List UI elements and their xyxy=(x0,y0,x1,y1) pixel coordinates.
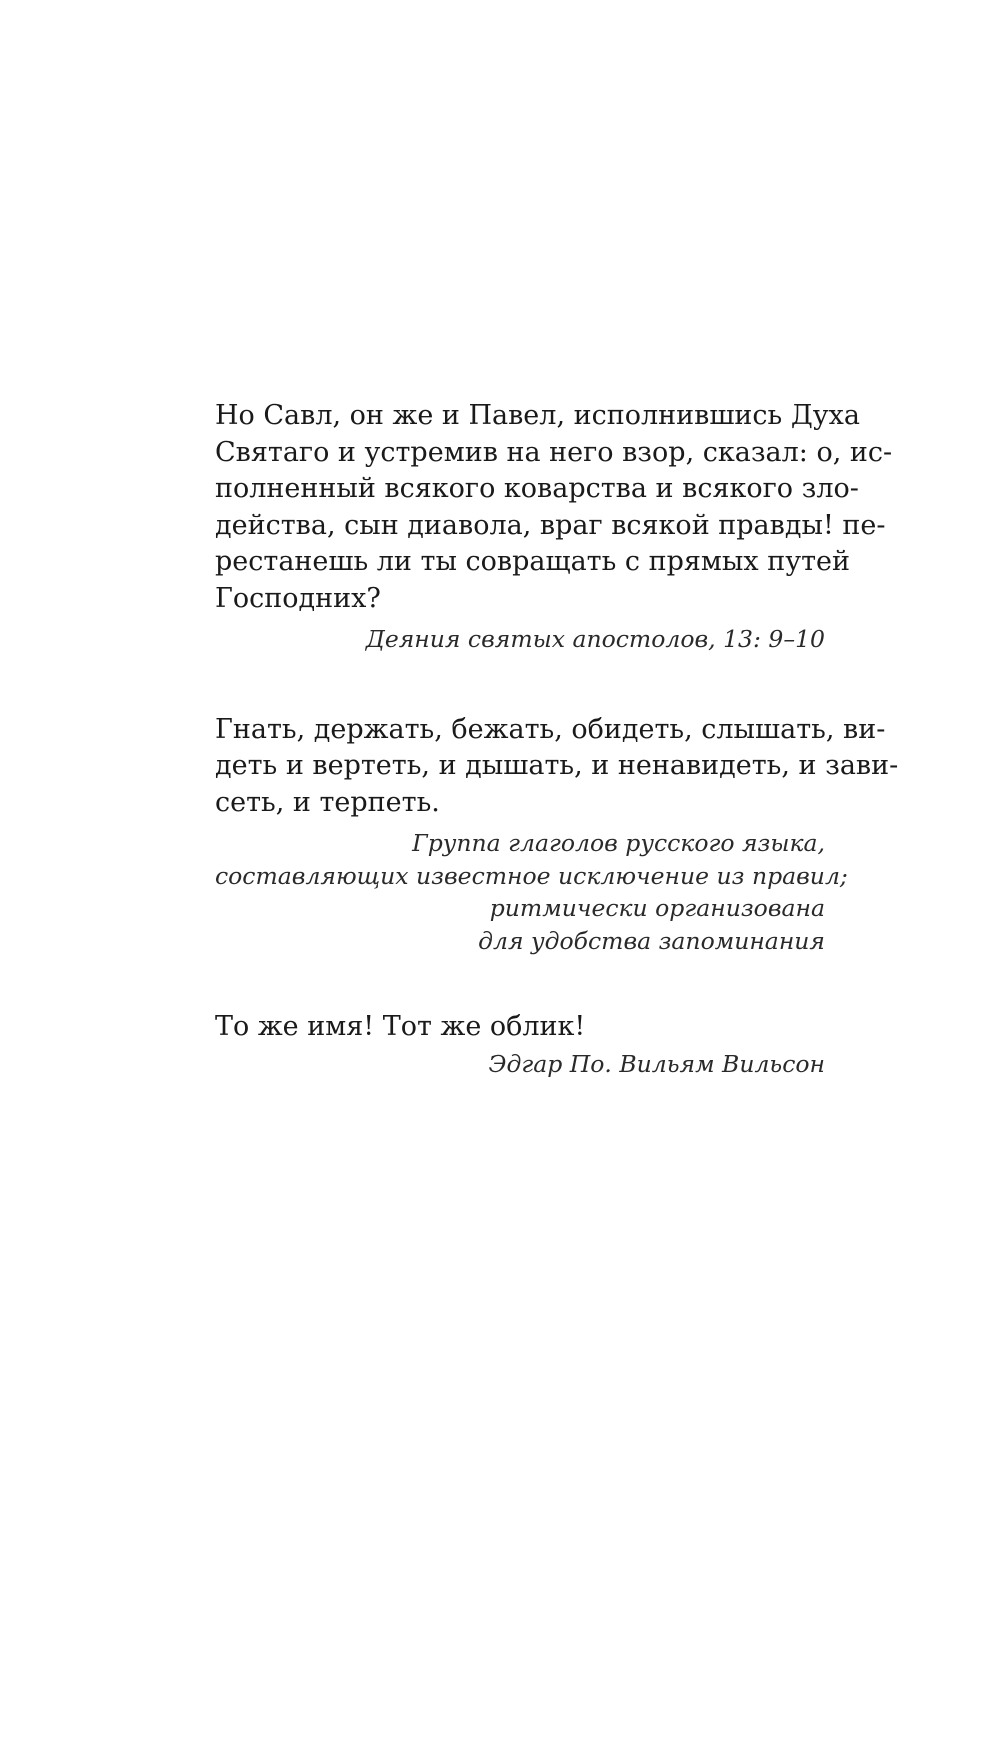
epigraph-text xyxy=(215,398,893,617)
text-line: Господних? xyxy=(215,582,381,614)
text-line: действа, сын диавола, враг всякой правды! пе- xyxy=(215,509,886,541)
text-line: полненный всякого коварства и всякого зло- xyxy=(215,473,859,504)
text-line: рестанешь ли ты совращать с прямых путей xyxy=(215,546,851,577)
epigraph-text xyxy=(215,1009,825,1046)
attribution-line: ритмически организована xyxy=(489,894,825,922)
attribution-line: Эдгар По. Вильям Вильсон xyxy=(488,1049,825,1078)
text-line: Святаго и устремив на него взор, сказал: о, ис- xyxy=(215,436,893,468)
epigraph-text xyxy=(215,712,899,822)
attribution-line: составляющих известное исключение из правил; xyxy=(215,861,848,890)
epigraph-attribution xyxy=(215,1048,825,1081)
epigraph-verbs xyxy=(215,712,899,958)
text-line: деть и вертеть, и дышать, и ненавидеть, и зави- xyxy=(215,750,899,781)
attribution-line: для удобства запоминания xyxy=(478,926,825,955)
epigraph-attribution xyxy=(215,623,825,656)
epigraphs-block xyxy=(215,398,899,1080)
text-line: Но Савл, он же и Павел, исполнившись Духа xyxy=(215,400,860,431)
attribution-line: Деяния святых апостолов, 13: 9–10 xyxy=(365,625,825,653)
text-line: Гнать, держать, бежать, обидеть, слышать, ви- xyxy=(215,713,886,745)
text-line: То же имя! Тот же облик! xyxy=(215,1011,586,1042)
attribution-line: Группа глаголов русского языка, xyxy=(412,829,825,857)
epigraph-acts xyxy=(215,398,893,656)
text-line: сеть, и терпеть. xyxy=(215,786,440,818)
epigraph-attribution xyxy=(215,827,848,957)
epigraph-poe xyxy=(215,1009,825,1080)
